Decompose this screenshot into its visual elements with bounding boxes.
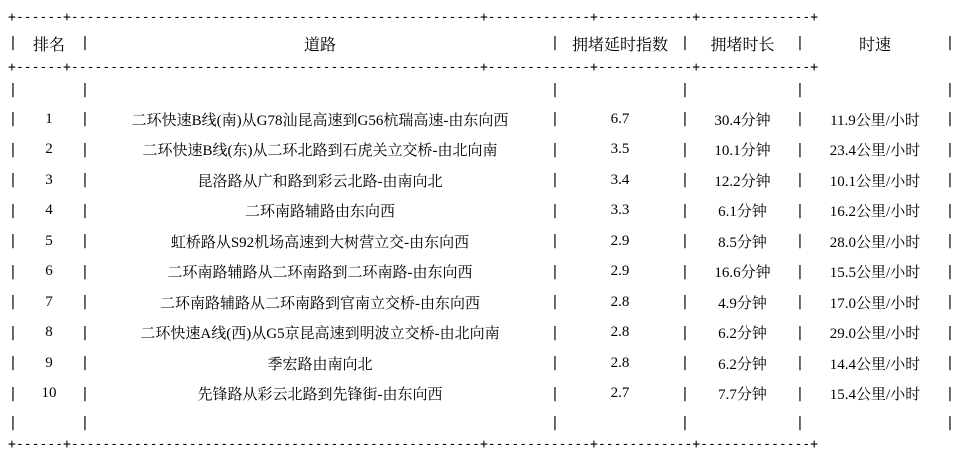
cell-congestion-index: 2.7 — [610, 385, 630, 402]
table-spacer-row — [8, 409, 955, 437]
border-bar: | — [945, 202, 955, 219]
table-body-block — [8, 76, 955, 437]
table-header-row — [8, 26, 955, 60]
border-bar: | — [80, 141, 90, 158]
border-bar: | — [550, 324, 560, 341]
border-bar: | — [945, 355, 955, 372]
border-bar: | — [80, 294, 90, 311]
cell-speed: 28.0公里/小时 — [829, 234, 921, 251]
table-row — [8, 287, 955, 318]
table-spacer-row — [8, 76, 955, 104]
cell-congestion-index: 3.4 — [610, 171, 630, 188]
border-bar: | — [80, 202, 90, 219]
table-row — [8, 348, 955, 379]
cell-rank: 7 — [45, 293, 53, 310]
cell-congestion-index: 2.9 — [610, 263, 630, 280]
cell-speed: 17.0公里/小时 — [829, 295, 921, 312]
border-bar: | — [680, 141, 690, 158]
cell-road: 二环快速B线(东)从二环北路到石虎关立交桥-由北向南 — [142, 143, 498, 160]
border-bar: | — [80, 111, 90, 128]
cell-road: 二环南路辅路从二环南路到官南立交桥-由东向西 — [160, 295, 480, 312]
column-header-congestion-duration: 拥堵时长 — [710, 36, 775, 54]
border-bar: | — [80, 263, 90, 280]
border-bar: | — [8, 35, 18, 51]
table-row — [8, 104, 955, 135]
border-bar: | — [680, 355, 690, 372]
cell-congestion-index: 3.3 — [610, 202, 630, 219]
border-bar: | — [8, 263, 18, 280]
cell-congestion-index: 6.7 — [610, 110, 630, 127]
border-bar: | — [550, 263, 560, 280]
cell-road: 虹桥路从S92机场高速到大树营立交-由东向西 — [170, 234, 470, 251]
cell-road: 昆洛路从广和路到彩云北路-由南向北 — [197, 173, 443, 190]
cell-congestion-duration: 6.2分钟 — [718, 326, 767, 343]
border-bar: | — [680, 415, 690, 431]
border-bar: | — [550, 35, 560, 51]
table-row — [8, 196, 955, 227]
border-bar: | — [795, 35, 805, 51]
border-bar: | — [80, 233, 90, 250]
spacer-cell — [805, 76, 945, 104]
cell-speed: 14.4公里/小时 — [829, 356, 921, 373]
border-bar: | — [795, 202, 805, 219]
cell-road: 二环快速B线(南)从G78汕昆高速到G56杭瑞高速-由东向西 — [131, 112, 509, 129]
border-bar: | — [8, 355, 18, 372]
spacer-cell — [805, 409, 945, 437]
cell-congestion-duration: 4.9分钟 — [718, 295, 767, 312]
cell-congestion-duration: 12.2分钟 — [714, 173, 771, 190]
cell-rank: 6 — [45, 263, 53, 280]
table-row — [8, 318, 955, 349]
border-bar: | — [795, 385, 805, 402]
border-bar: | — [8, 111, 18, 128]
spacer-cell — [18, 76, 80, 104]
border-bar: | — [795, 141, 805, 158]
table-row — [8, 257, 955, 288]
border-bar: | — [795, 324, 805, 341]
border-bar: | — [680, 294, 690, 311]
border-bar: | — [795, 172, 805, 189]
border-bar: | — [795, 233, 805, 250]
spacer-cell — [18, 409, 80, 437]
spacer-cell — [560, 76, 680, 104]
border-bar: | — [80, 415, 90, 431]
column-header-congestion-index: 拥堵延时指数 — [571, 36, 668, 54]
cell-road: 二环南路辅路由东向西 — [244, 204, 395, 221]
cell-speed: 15.5公里/小时 — [829, 265, 921, 282]
cell-congestion-index: 3.5 — [610, 141, 630, 158]
border-bar: | — [550, 82, 560, 98]
border-bar: | — [8, 385, 18, 402]
border-bar: | — [945, 294, 955, 311]
cell-congestion-index: 2.9 — [610, 232, 630, 249]
border-bar: | — [550, 111, 560, 128]
border-bar: | — [550, 294, 560, 311]
cell-rank: 8 — [45, 324, 53, 341]
border-bar: | — [550, 355, 560, 372]
cell-rank: 5 — [45, 232, 53, 249]
border-bar: | — [8, 324, 18, 341]
border-bar: | — [8, 141, 18, 158]
cell-congestion-index: 2.8 — [610, 293, 630, 310]
cell-congestion-index: 2.8 — [610, 324, 630, 341]
border-bar: | — [550, 415, 560, 431]
cell-road: 季宏路由南向北 — [267, 356, 373, 373]
border-bar: | — [680, 263, 690, 280]
border-bar: | — [945, 111, 955, 128]
border-bar: | — [680, 35, 690, 51]
column-header-road: 道路 — [303, 36, 336, 54]
border-bar: | — [8, 294, 18, 311]
cell-road: 二环快速A线(西)从G5京昆高速到明波立交桥-由北向南 — [140, 326, 500, 343]
border-bar: | — [795, 415, 805, 431]
cell-congestion-duration: 16.6分钟 — [714, 265, 771, 282]
border-bar: | — [945, 141, 955, 158]
border-bar: | — [550, 233, 560, 250]
cell-speed: 23.4公里/小时 — [829, 143, 921, 160]
border-bar: | — [680, 385, 690, 402]
cell-speed: 10.1公里/小时 — [829, 173, 921, 190]
border-bar: | — [80, 35, 90, 51]
cell-congestion-duration: 10.1分钟 — [714, 143, 771, 160]
cell-rank: 2 — [45, 141, 53, 158]
border-bar: | — [945, 324, 955, 341]
table-bottom-border: +------+----------------------------------------------------+-------------+------------+--------------+ — [8, 437, 819, 452]
table-top-border: +------+----------------------------------------------------+-------------+------------+--------------+ — [8, 10, 819, 25]
border-bar: | — [8, 233, 18, 250]
spacer-cell — [690, 409, 795, 437]
table-header-block — [8, 26, 955, 60]
cell-road: 先锋路从彩云北路到先锋街-由东向西 — [197, 387, 443, 404]
cell-congestion-index: 2.8 — [610, 354, 630, 371]
cell-congestion-duration: 8.5分钟 — [718, 234, 767, 251]
border-bar: | — [550, 172, 560, 189]
border-bar: | — [945, 35, 955, 51]
border-bar: | — [8, 82, 18, 98]
cell-rank: 4 — [45, 202, 53, 219]
border-bar: | — [8, 172, 18, 189]
table-row — [8, 379, 955, 410]
border-bar: | — [680, 233, 690, 250]
border-bar: | — [550, 385, 560, 402]
border-bar: | — [795, 355, 805, 372]
cell-road: 二环南路辅路从二环南路到二环南路-由东向西 — [167, 265, 473, 282]
border-bar: | — [550, 141, 560, 158]
cell-congestion-duration: 6.2分钟 — [718, 356, 767, 373]
border-bar: | — [795, 263, 805, 280]
border-bar: | — [680, 324, 690, 341]
table-row — [8, 226, 955, 257]
table-header-separator: +------+----------------------------------------------------+-------------+------------+--------------+ — [8, 60, 819, 75]
border-bar: | — [945, 385, 955, 402]
cell-congestion-duration: 7.7分钟 — [718, 387, 767, 404]
border-bar: | — [795, 111, 805, 128]
table-row — [8, 135, 955, 166]
cell-speed: 11.9公里/小时 — [830, 112, 920, 129]
border-bar: | — [945, 415, 955, 431]
border-bar: | — [680, 82, 690, 98]
border-bar: | — [550, 202, 560, 219]
spacer-cell — [690, 76, 795, 104]
table-row — [8, 165, 955, 196]
border-bar: | — [680, 202, 690, 219]
cell-rank: 10 — [41, 385, 57, 402]
border-bar: | — [945, 82, 955, 98]
border-bar: | — [80, 385, 90, 402]
cell-speed: 29.0公里/小时 — [829, 326, 921, 343]
border-bar: | — [80, 324, 90, 341]
cell-congestion-duration: 30.4分钟 — [714, 112, 771, 129]
border-bar: | — [945, 263, 955, 280]
column-header-rank: 排名 — [32, 36, 65, 54]
border-bar: | — [945, 233, 955, 250]
border-bar: | — [80, 82, 90, 98]
border-bar: | — [795, 294, 805, 311]
spacer-cell — [90, 76, 550, 104]
cell-congestion-duration: 6.1分钟 — [718, 204, 767, 221]
spacer-cell — [90, 409, 550, 437]
column-header-speed: 时速 — [858, 36, 891, 54]
border-bar: | — [80, 355, 90, 372]
cell-rank: 1 — [45, 110, 53, 127]
cell-speed: 16.2公里/小时 — [829, 204, 921, 221]
border-bar: | — [680, 172, 690, 189]
border-bar: | — [795, 82, 805, 98]
cell-rank: 3 — [45, 171, 53, 188]
cell-speed: 15.4公里/小时 — [829, 387, 921, 404]
border-bar: | — [680, 111, 690, 128]
border-bar: | — [945, 172, 955, 189]
border-bar: | — [80, 172, 90, 189]
spacer-cell — [560, 409, 680, 437]
cell-rank: 9 — [45, 354, 53, 371]
border-bar: | — [8, 415, 18, 431]
border-bar: | — [8, 202, 18, 219]
